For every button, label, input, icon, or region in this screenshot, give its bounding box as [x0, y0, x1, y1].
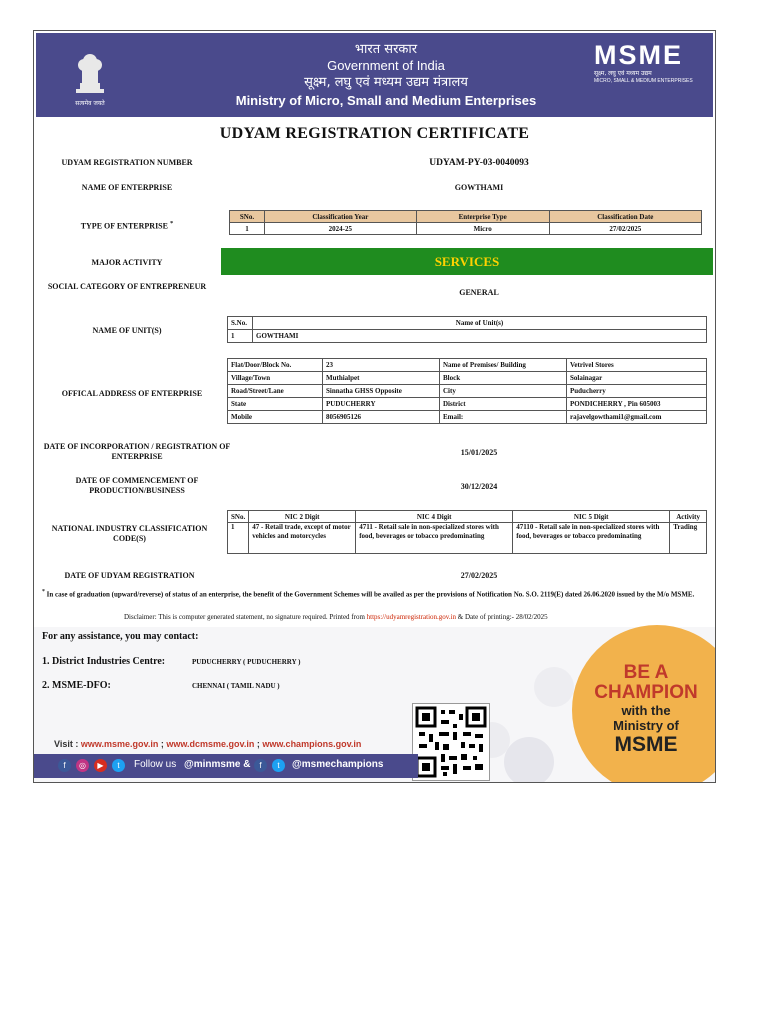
nic-table	[227, 510, 707, 554]
addr-value: rajavelgowthami1@gmail.com	[567, 411, 707, 424]
unit-table	[227, 316, 707, 343]
note-text: In case of graduation (upward/reverse) of status of an enterprise, the benefit of the Government Schemes will be availed as per the provisions of Notification No. S.O. 2119(E) dated 26.06.2020 issued by the M/o MSME.	[46, 590, 695, 599]
follow-label: Follow us	[134, 759, 177, 770]
emblem-caption: सत्यमेव जयते	[75, 100, 105, 107]
addr-key: City	[440, 385, 567, 398]
handle-msmechampions[interactable]: @msmechampions	[292, 759, 384, 770]
youtube-icon[interactable]: ▶	[94, 759, 107, 772]
cls-header-sno: SNo.	[230, 211, 265, 223]
enterprise-name-label: NAME OF ENTERPRISE	[81, 183, 173, 192]
type-label	[42, 219, 212, 232]
addr-key: Road/Street/Lane	[228, 385, 323, 398]
msme-logo-english: MICRO, SMALL & MEDIUM ENTERPRISES	[594, 78, 693, 84]
champ-line3: with the	[621, 703, 671, 718]
certificate	[33, 30, 716, 783]
classification-table	[229, 210, 702, 235]
visit-sep: ;	[158, 739, 167, 749]
nic-sno: 1	[228, 523, 249, 554]
hindi-ministry: सूक्ष्म, लघु एवं मध्यम उद्यम मंत्रालय	[304, 75, 468, 90]
reg-number: UDYAM-PY-03-0040093	[429, 158, 529, 168]
nic-label: NATIONAL INDUSTRY CLASSIFICATION CODE(S)	[51, 524, 208, 543]
msme-site-link[interactable]: www.msme.gov.in	[80, 739, 159, 749]
dfo-value: CHENNAI ( TAMIL NADU )	[192, 682, 280, 690]
champ-line4: Ministry of	[613, 718, 679, 733]
facebook-icon[interactable]: f	[254, 759, 267, 772]
addr-value: Vetrivel Stores	[567, 359, 707, 372]
nic-2-digit: 47 - Retail trade, except of motor vehicles and motorcycles	[249, 523, 356, 554]
cls-sno: 1	[230, 223, 265, 235]
hindi-govt: भारत सरकार	[354, 42, 418, 57]
ministry-title	[186, 41, 586, 109]
enterprise-name: GOWTHAMI	[454, 183, 504, 192]
champion-text	[576, 663, 716, 756]
unit-header-sno: S.No.	[228, 317, 253, 330]
twitter-icon[interactable]: t	[272, 759, 285, 772]
commencement-label: DATE OF COMMENCEMENT OF PRODUCTION/BUSINESS	[75, 476, 199, 495]
certificate-title: UDYAM REGISTRATION CERTIFICATE	[219, 125, 530, 142]
addr-key: Name of Premises/ Building	[440, 359, 567, 372]
addr-value: 8056905126	[323, 411, 440, 424]
nic-header-activity: Activity	[670, 511, 707, 523]
reg-number-label: UDYAM REGISTRATION NUMBER	[61, 158, 193, 167]
incorporation-label: DATE OF INCORPORATION / REGISTRATION OF ENTERPRISE	[43, 442, 231, 461]
english-ministry: Ministry of Micro, Small and Medium Enterprises	[235, 93, 537, 108]
social-category: GENERAL	[459, 288, 499, 297]
addr-key: State	[228, 398, 323, 411]
champion-badge	[572, 625, 716, 782]
twitter-icon[interactable]: t	[112, 759, 125, 772]
addr-value: Puducherry	[567, 385, 707, 398]
cls-header-date: Classification Date	[549, 211, 701, 223]
addr-key: Email:	[440, 411, 567, 424]
nic-4-digit: 4711 - Retail sale in non-specialized stores with food, beverages or tobacco predominating	[356, 523, 513, 554]
nic-header-2: NIC 2 Digit	[249, 511, 356, 523]
champions-site-link[interactable]: www.champions.gov.in	[262, 739, 362, 749]
graduation-note	[42, 588, 707, 599]
nic-header-4: NIC 4 Digit	[356, 511, 513, 523]
champ-line2: CHAMPION	[594, 682, 698, 703]
nic-activity: Trading	[670, 523, 707, 554]
commencement-date: 30/12/2024	[460, 482, 498, 491]
instagram-icon[interactable]: ◎	[76, 759, 89, 772]
unit-name-label: NAME OF UNIT(S)	[92, 326, 162, 335]
handle-minmsme[interactable]: @minmsme &	[184, 759, 251, 770]
udyam-reg-date: 27/02/2025	[460, 571, 498, 580]
cls-year: 2024-25	[265, 223, 417, 235]
unit-name: GOWTHAMI	[253, 330, 707, 343]
qr-code-icon	[412, 703, 490, 781]
nic-header-sno: SNo.	[228, 511, 249, 523]
champ-line1: BE A	[623, 662, 669, 683]
header-banner	[36, 33, 713, 117]
champ-line5: MSME	[614, 733, 678, 756]
assistance-heading: For any assistance, you may contact:	[42, 631, 199, 642]
decor-bubble	[534, 667, 574, 707]
major-activity-value: SERVICES	[221, 248, 713, 275]
addr-key: Flat/Door/Block No.	[228, 359, 323, 372]
cls-header-year: Classification Year	[265, 211, 417, 223]
decor-bubble	[504, 737, 554, 783]
addr-value: 23	[323, 359, 440, 372]
dic-value: PUDUCHERRY ( PUDUCHERRY )	[192, 658, 301, 666]
addr-value: Sinnatha GHSS Opposite	[323, 385, 440, 398]
dic-label: 1. District Industries Centre:	[42, 656, 166, 667]
cls-type: Micro	[416, 223, 549, 235]
visit-line	[54, 739, 361, 749]
incorporation-date: 15/01/2025	[460, 448, 498, 457]
dcmsme-site-link[interactable]: www.dcmsme.gov.in	[166, 739, 255, 749]
note-star: *	[42, 589, 45, 595]
addr-value: Muthialpet	[323, 372, 440, 385]
udyam-reg-date-label: DATE OF UDYAM REGISTRATION	[64, 571, 195, 580]
major-activity-label: MAJOR ACTIVITY	[91, 258, 163, 267]
social-bar	[34, 754, 418, 778]
address-label: OFFICAL ADDRESS OF ENTERPRISE	[61, 389, 203, 398]
social-category-label: SOCIAL CATEGORY OF ENTREPRENEUR	[47, 282, 207, 291]
udyam-portal-link[interactable]: https://udyamregistration.gov.in	[366, 613, 457, 621]
type-label-text: TYPE OF ENTERPRISE	[80, 221, 168, 231]
visit-sep: ;	[254, 739, 263, 749]
addr-value: PUDUCHERRY	[323, 398, 440, 411]
disclaimer	[124, 613, 684, 621]
unit-sno: 1	[228, 330, 253, 343]
addr-value: PONDICHERRY , Pin 605003	[567, 398, 707, 411]
visit-label: Visit :	[54, 739, 81, 749]
addr-value: Solainagar	[567, 372, 707, 385]
cls-date: 27/02/2025	[549, 223, 701, 235]
msme-logo-hindi: सूक्ष्म, लघु एवं मध्यम उद्यम	[594, 70, 652, 77]
english-govt: Government of India	[327, 58, 445, 73]
disclaimer-post: & Date of printing:- 28/02/2025	[456, 613, 548, 621]
cls-header-type: Enterprise Type	[416, 211, 549, 223]
addr-key: District	[440, 398, 567, 411]
addr-key: Mobile	[228, 411, 323, 424]
type-label-star: *	[169, 220, 174, 227]
msme-logo-word: MSME	[594, 40, 683, 70]
unit-header-name: Name of Unit(s)	[253, 317, 707, 330]
facebook-icon[interactable]: f	[58, 759, 71, 772]
national-emblem-icon	[66, 43, 114, 107]
msme-logo	[594, 41, 704, 85]
nic-5-digit: 47110 - Retail sale in non-specialized stores with food, beverages or tobacco predominating	[513, 523, 670, 554]
address-table	[227, 358, 707, 424]
dfo-label: 2. MSME-DFO:	[42, 680, 111, 691]
addr-key: Block	[440, 372, 567, 385]
addr-key: Village/Town	[228, 372, 323, 385]
nic-header-5: NIC 5 Digit	[513, 511, 670, 523]
disclaimer-pre: Disclaimer: This is computer generated statement, no signature required. Printed from	[124, 613, 367, 621]
